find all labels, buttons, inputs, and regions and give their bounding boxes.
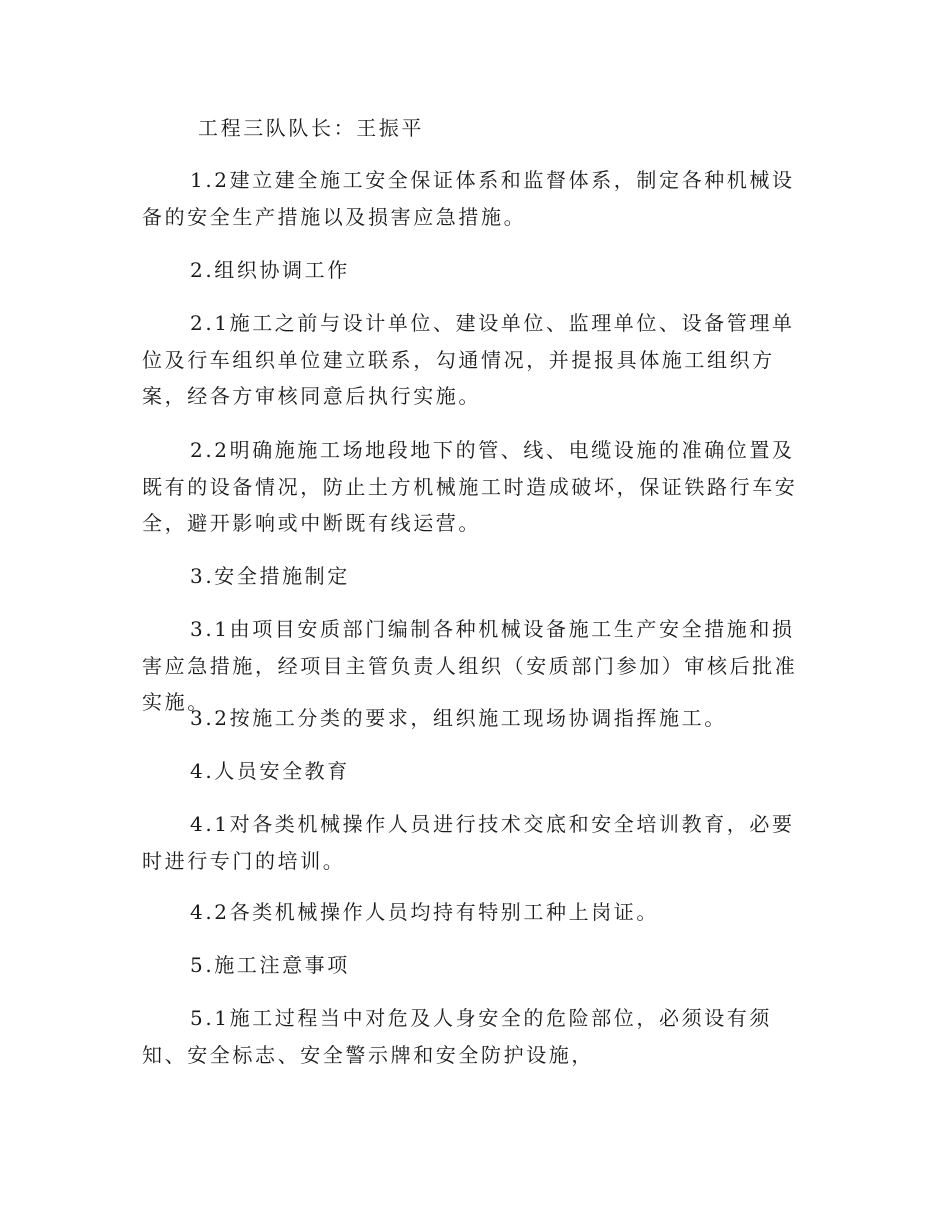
paragraph-5-1: 5.1施工过程当中对危及人身安全的危险部位，必须设有须知、安全标志、安全警示牌和安全防护设施， — [142, 1006, 773, 1067]
paragraph-2-1: 2.1施工之前与设计单位、建设单位、监理单位、设备管理单位及行车组织单位建立联系，勾通情况，并提报具体施工组织方案，经各方审核同意后执行实施。 — [142, 311, 795, 408]
paragraph-3-2: 3.2按施工分类的要求，组织施工现场协调指挥施工。 — [190, 706, 727, 730]
paragraph-4-1: 4.1对各类机械操作人员进行技术交底和安全培训教育，必要时进行专门的培训。 — [142, 812, 795, 873]
team-leader-line: 工程三队队长：王振平 — [198, 116, 424, 140]
paragraph-2-2: 2.2明确施施工场地段地下的管、线、电缆设施的准确位置及既有的设备情况，防止土方机械施工时造成破坏，保证铁路行车安全，避开影响或中断既有线运营。 — [142, 438, 798, 535]
section-heading-5: 5.施工注意事项 — [190, 953, 350, 977]
paragraph-3-1: 3.1由项目安质部门编制各种机械设备施工生产安全措施和损害应急措施，经项目主管负责人组织（安质部门参加）审核后批准实施。 — [142, 617, 798, 714]
paragraph-1-2: 1.2建立建全施工安全保证体系和监督体系，制定各种机械设备的安全生产措施以及损害应急措施。 — [142, 168, 795, 229]
section-heading-2: 2.组织协调工作 — [190, 258, 350, 282]
paragraph-4-2: 4.2各类机械操作人员均持有特别工种上岗证。 — [190, 900, 660, 924]
section-heading-4: 4.人员安全教育 — [190, 759, 350, 783]
section-heading-3: 3.安全措施制定 — [190, 564, 350, 588]
